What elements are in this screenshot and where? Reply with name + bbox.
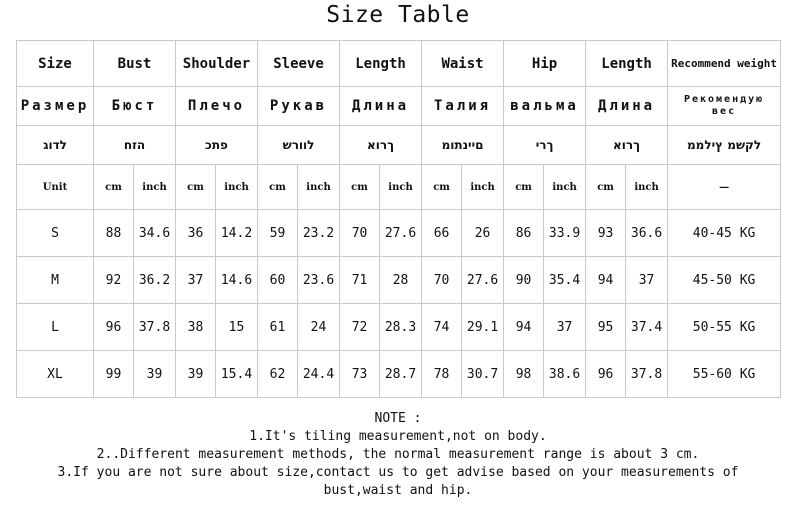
length-cm: 71 (340, 257, 380, 304)
weight-cell: 50-55 KG (668, 304, 781, 351)
unit-cm: cm (94, 165, 134, 210)
note-line-1: 1.It's tiling measurement,not on body. (249, 429, 547, 444)
hip-cm: 86 (504, 210, 544, 257)
sleeve-inch: 23.2 (298, 210, 340, 257)
length2-cm: 94 (586, 257, 626, 304)
bust-inch: 37.8 (134, 304, 176, 351)
weight-cell: 40-45 KG (668, 210, 781, 257)
header-ru-sleeve: Рукав (258, 87, 340, 126)
unit-weight: — (668, 165, 781, 210)
unit-inch: inch (544, 165, 586, 210)
hip-cm: 94 (504, 304, 544, 351)
size-table (16, 40, 781, 398)
header-length-2: Length (586, 41, 668, 87)
length2-cm: 95 (586, 304, 626, 351)
unit-cm: cm (504, 165, 544, 210)
header-he-shoulder: פתכ (176, 126, 258, 165)
bust-cm: 92 (94, 257, 134, 304)
waist-inch: 26 (462, 210, 504, 257)
header-ru-waist: Талия (422, 87, 504, 126)
length-inch: 28.3 (380, 304, 422, 351)
shoulder-cm: 39 (176, 351, 216, 398)
bust-inch: 34.6 (134, 210, 176, 257)
header-waist: Waist (422, 41, 504, 87)
waist-cm: 66 (422, 210, 462, 257)
header-he-waist: םיינתומ (422, 126, 504, 165)
shoulder-inch: 14.6 (216, 257, 258, 304)
sleeve-cm: 60 (258, 257, 298, 304)
sleeve-cm: 59 (258, 210, 298, 257)
hip-cm: 90 (504, 257, 544, 304)
note-line-3-cont: bust,waist and hip. (323, 483, 473, 498)
table-row (17, 304, 781, 351)
unit-inch: inch (462, 165, 504, 210)
size-cell: S (17, 210, 94, 257)
shoulder-cm: 37 (176, 257, 216, 304)
header-hip: Hip (504, 41, 586, 87)
shoulder-cm: 38 (176, 304, 216, 351)
waist-inch: 30.7 (462, 351, 504, 398)
shoulder-inch: 15.4 (216, 351, 258, 398)
length2-inch: 37 (626, 257, 668, 304)
unit-inch: inch (134, 165, 176, 210)
header-ru-hip: вальма (504, 87, 586, 126)
shoulder-cm: 36 (176, 210, 216, 257)
page-title: Size Table (326, 2, 470, 28)
length-inch: 27.6 (380, 210, 422, 257)
length-inch: 28 (380, 257, 422, 304)
bust-inch: 36.2 (134, 257, 176, 304)
header-he-length: ךרוא (340, 126, 422, 165)
unit-cm: cm (340, 165, 380, 210)
waist-inch: 27.6 (462, 257, 504, 304)
unit-cm: cm (176, 165, 216, 210)
length-cm: 70 (340, 210, 380, 257)
unit-inch: inch (380, 165, 422, 210)
length-cm: 72 (340, 304, 380, 351)
length-inch: 28.7 (380, 351, 422, 398)
length2-inch: 37.8 (626, 351, 668, 398)
header-he-bust: הזח (94, 126, 176, 165)
shoulder-inch: 15 (216, 304, 258, 351)
size-cell: M (17, 257, 94, 304)
header-ru-length: Длина (340, 87, 422, 126)
unit-cm: cm (586, 165, 626, 210)
hip-cm: 98 (504, 351, 544, 398)
header-length: Length (340, 41, 422, 87)
note-line-2: 2..Different measurement methods, the normal measurement range is about 3 cm. (96, 447, 700, 462)
unit-inch: inch (626, 165, 668, 210)
header-he-size: לדוג (17, 126, 94, 165)
hip-inch: 33.9 (544, 210, 586, 257)
bust-cm: 96 (94, 304, 134, 351)
table-row (17, 257, 781, 304)
length2-cm: 96 (586, 351, 626, 398)
sleeve-cm: 62 (258, 351, 298, 398)
header-ru-shoulder: Плечо (176, 87, 258, 126)
header-he-hip: ךרי (504, 126, 586, 165)
length-cm: 73 (340, 351, 380, 398)
header-recommend-weight: Recommend weight (668, 41, 781, 87)
unit-inch: inch (216, 165, 258, 210)
notes-section (0, 410, 796, 500)
header-row-hebrew (17, 126, 781, 165)
table-row (17, 351, 781, 398)
header-sleeve: Sleeve (258, 41, 340, 87)
length2-inch: 37.4 (626, 304, 668, 351)
waist-cm: 74 (422, 304, 462, 351)
header-bust: Bust (94, 41, 176, 87)
notes-heading: NOTE : (374, 411, 422, 426)
sleeve-inch: 24 (298, 304, 340, 351)
waist-inch: 29.1 (462, 304, 504, 351)
sleeve-cm: 61 (258, 304, 298, 351)
header-he-weight: לקשמ ץילממ (668, 126, 781, 165)
hip-inch: 37 (544, 304, 586, 351)
shoulder-inch: 14.2 (216, 210, 258, 257)
unit-cm: cm (258, 165, 298, 210)
header-row-english (17, 41, 781, 87)
weight-cell: 55-60 KG (668, 351, 781, 398)
size-cell: XL (17, 351, 94, 398)
header-shoulder: Shoulder (176, 41, 258, 87)
note-line-3: 3.If you are not sure about size,contact us to get advise based on your measurements of (57, 465, 739, 480)
header-he-length-2: ךרוא (586, 126, 668, 165)
length2-inch: 36.6 (626, 210, 668, 257)
header-ru-size: Размер (17, 87, 94, 126)
weight-cell: 45-50 KG (668, 257, 781, 304)
waist-cm: 70 (422, 257, 462, 304)
hip-inch: 38.6 (544, 351, 586, 398)
unit-cm: cm (422, 165, 462, 210)
header-he-sleeve: לוורש (258, 126, 340, 165)
header-row-russian (17, 87, 781, 126)
sleeve-inch: 23.6 (298, 257, 340, 304)
size-cell: L (17, 304, 94, 351)
length2-cm: 93 (586, 210, 626, 257)
unit-inch: inch (298, 165, 340, 210)
header-ru-weight: Рекомендую вес (668, 87, 781, 126)
waist-cm: 78 (422, 351, 462, 398)
sleeve-inch: 24.4 (298, 351, 340, 398)
bust-cm: 99 (94, 351, 134, 398)
bust-cm: 88 (94, 210, 134, 257)
header-ru-length-2: Длина (586, 87, 668, 126)
header-ru-bust: Бюст (94, 87, 176, 126)
header-size: Size (17, 41, 94, 87)
unit-row (17, 165, 781, 210)
unit-label: Unit (17, 165, 94, 210)
hip-inch: 35.4 (544, 257, 586, 304)
table-row (17, 210, 781, 257)
bust-inch: 39 (134, 351, 176, 398)
